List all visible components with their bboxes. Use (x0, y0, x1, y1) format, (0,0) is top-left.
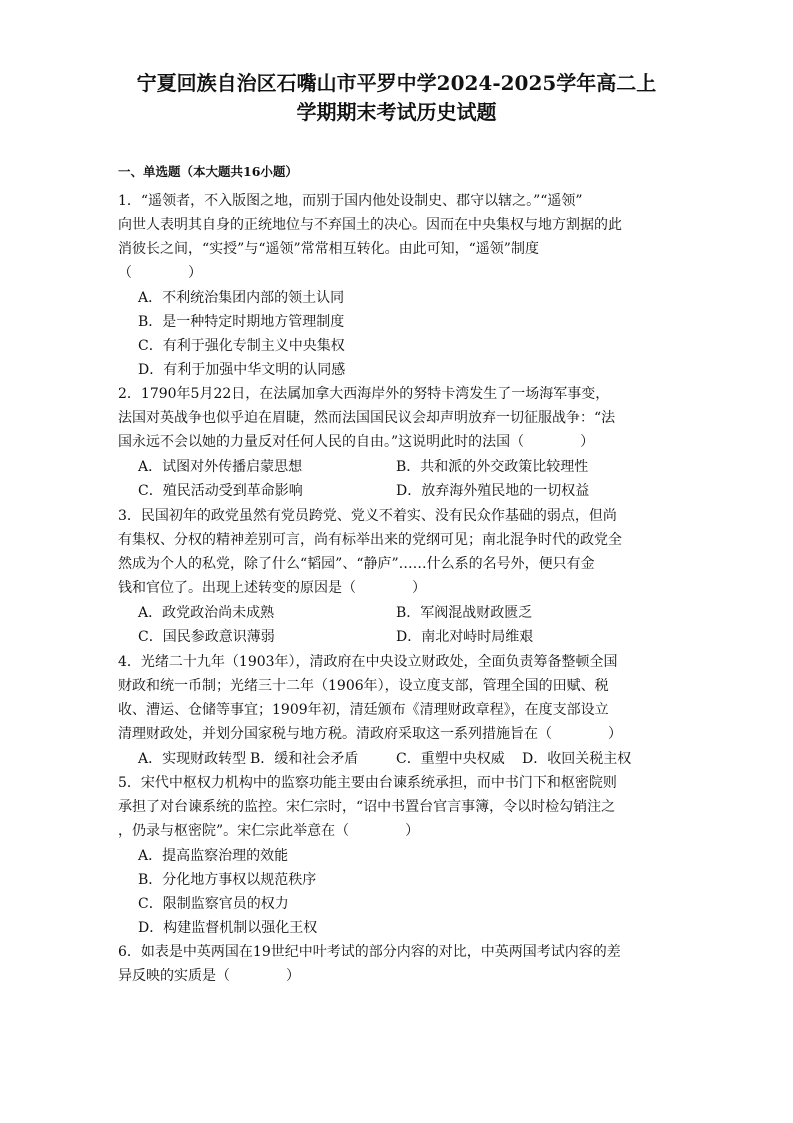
section-heading: 一、单选题（本大题共16小题） (118, 164, 298, 179)
question-3-option-b: B．军阀混战财政匮乏 (396, 605, 533, 621)
question-1-line-1: 1．“遥领者，不入版图之地，而别于国内他处设制史、郡守以辖之。”“遥领” (118, 193, 583, 209)
question-3-option-c: C．国民参政意识薄弱 (138, 629, 275, 645)
question-4-option-c: C．重塑中央权威 (396, 751, 505, 767)
question-2-option-a: A．试图对外传播启蒙思想 (138, 459, 303, 475)
question-4-line-2: 财政和统一币制；光绪三十二年（1906年），设立度支部，管理全国的田赋、税 (118, 678, 609, 694)
question-4-option-b: B．缓和社会矛盾 (250, 751, 359, 767)
question-4-option-a: A．实现财政转型 (138, 751, 247, 767)
question-3-line-4: 钱和官位了。出现上述转变的原因是（ ） (118, 580, 426, 596)
question-5-option-a: A．提高监察治理的效能 (138, 848, 289, 864)
question-2-line-1: 2．1790年5月22日，在法属加拿大西海岸外的努特卡湾发生了一场海军事变， (118, 386, 610, 402)
question-1-option-c: C．有利于强化专制主义中央集权 (138, 338, 345, 354)
question-5-line-1: 5．宋代中枢权力机构中的监察功能主要由台谏系统承担，而中书门下和枢密院则 (118, 775, 617, 791)
document-title-line-2: 学期期末考试历史试题 (296, 100, 497, 124)
question-2-option-d: D．放弃海外殖民地的一切权益 (396, 483, 590, 499)
question-3-line-2: 有集权、分权的精神差别可言，尚有标举出来的党纲可见；南北混争时代的政党全 (118, 532, 622, 548)
question-2-line-3: 国永远不会以她的力量反对任何人民的自由。”这说明此时的法国（ ） (118, 434, 595, 450)
question-2-option-c: C．殖民活动受到革命影响 (138, 483, 303, 499)
question-4-option-d: D．收回关税主权 (522, 751, 632, 767)
question-5-option-b: B．分化地方事权以规范秩序 (138, 872, 317, 888)
question-2-line-2: 法国对英战争也似乎迫在眉睫，然而法国国民议会却声明放弃一切征服战争：“法 (118, 410, 616, 426)
question-1-line-4: （ ） (118, 265, 202, 281)
question-3-option-a: A．政党政治尚未成熟 (138, 605, 275, 621)
question-4-line-4: 清理财政处，并划分国家税与地方税。清政府采取这一系列措施旨在（ ） (118, 726, 622, 742)
question-3-line-1: 3．民国初年的政党虽然有党员跨党、党义不着实、没有民众作基础的弱点，但尚 (118, 508, 617, 524)
question-2-option-b: B．共和派的外交政策比较理性 (396, 459, 589, 475)
question-4-line-3: 收、漕运、仓储等事宜；1909年初，清廷颁布《清理财政章程》，在度支部设立 (118, 702, 609, 718)
question-5-line-2: 承担了对台谏系统的监控。宋仁宗时，“诏中书置台官言事簿，令以时检勾销注之 (118, 799, 616, 815)
question-3-line-3: 然成为个人的私党，除了什么“韬园”、“静庐”……什么系的名号外，便只有金 (118, 556, 595, 572)
question-1-option-a: A．不利统治集团内部的领土认同 (138, 290, 345, 306)
question-5-option-c: C．限制监察官员的权力 (138, 896, 289, 912)
document-title-line-1: 宁夏回族自治区石嘴山市平罗中学2024-2025学年高二上 (136, 71, 657, 95)
question-1-line-2: 向世人表明其自身的正统地位与不弃国土的决心。因而在中央集权与地方割据的此 (118, 217, 622, 233)
question-6-line-1: 6．如表是中英两国在19世纪中叶考试的部分内容的对比，中英两国考试内容的差 (118, 944, 621, 960)
question-1-option-d: D．有利于加强中华文明的认同感 (138, 362, 346, 378)
question-3-option-d: D．南北对峙时局维艰 (396, 629, 534, 645)
question-5-line-3: ，仍录与枢密院”。宋仁宗此举意在（ ） (118, 823, 420, 839)
question-5-option-d: D．构建监督机制以强化王权 (138, 920, 318, 936)
question-1-line-3: 消彼长之间，“实授”与“遥领”常常相互转化。由此可知，“遥领”制度 (118, 241, 539, 257)
question-6-line-2: 异反映的实质是（ ） (118, 968, 300, 984)
question-4-line-1: 4．光绪二十九年（1903年），清政府在中央设立财政处，全面负责筹备整顿全国 (118, 654, 618, 670)
question-1-option-b: B．是一种特定时期地方管理制度 (138, 314, 345, 330)
